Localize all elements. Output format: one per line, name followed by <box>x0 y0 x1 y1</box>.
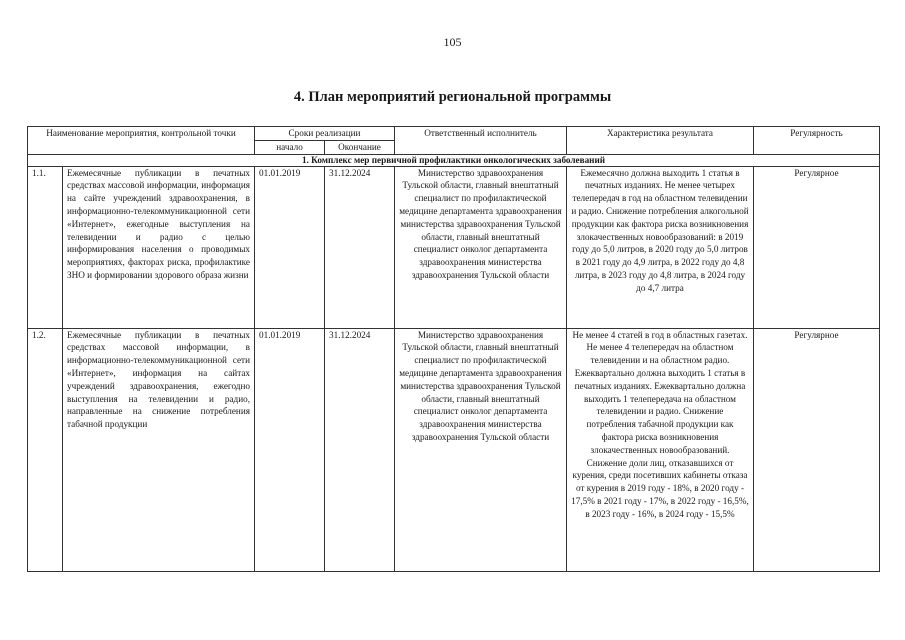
table-row <box>28 328 880 571</box>
row-executor: Министерство здравоохранения Тульской области, главный внештатный специалист по профилактической медицине департамента здравоохранения министерства здравоохранения Тульской области, главный внештатный специалист онколог департамента здравоохранения министерства здравоохранения Тульской области <box>395 166 567 328</box>
header-regularity: Регулярность <box>754 127 880 155</box>
row-start: 01.01.2019 <box>255 166 325 328</box>
header-start: начало <box>255 140 325 154</box>
header-end: Окончание <box>325 140 395 154</box>
plan-table <box>27 126 880 572</box>
header-row <box>28 127 880 141</box>
section-row <box>28 154 880 166</box>
row-result: Ежемесячно должна выходить 1 статья в печатных изданиях. Не менее четырех телепередач в год на областном телевидении и радио. Снижение потребления алкогольной продукции как фактора риска возникновения злокачественных новообразований: в 2019 году до 5,0 литров, в 2020 году до 5,0 литров в 2021 году до 4,9 литра, в 2022 году до 4,8 литра, в 2023 году до 4,8 литра, в 2024 году до 4,7 литра <box>567 166 754 328</box>
page-number: 105 <box>443 35 462 49</box>
row-start: 01.01.2019 <box>255 328 325 571</box>
document-title: 4. План мероприятий региональной программы <box>293 89 612 105</box>
row-end: 31.12.2024 <box>325 328 395 571</box>
table-row <box>28 166 880 328</box>
row-end: 31.12.2024 <box>325 166 395 328</box>
row-result: Не менее 4 статей в год в областных газетах. Не менее 4 телепередач на областном телевидении и на областном радио. Ежеквартально должна выходить 1 статья в печатных изданиях. Ежеквартально должна выходить 1 телепередача на областном телевидении и радио. Снижение потребления табачной продукции как фактора риска возникновения злокачественных новообразований. Снижение доли лиц, отказавшихся от курения, среди посетивших кабинеты отказа от курения в 2019 году - 18%, в 2020 году - 17,5% в 2021 году - 17%, в 2022 году - 16,5%, в 2023 году - 16%, в 2024 году - 15,5% <box>567 328 754 571</box>
row-number: 1.1. <box>28 166 63 328</box>
header-name: Наименование мероприятия, контрольной точки <box>28 127 255 155</box>
section-title: 1. Комплекс мер первичной профилактики онкологических заболеваний <box>28 154 880 166</box>
header-terms: Сроки реализации <box>255 127 395 141</box>
row-name: Ежемесячные публикации в печатных средствах массовой информации, в информационно-телекоммуникационной сети «Интернет», информация на сайтах учреждений здравоохранения, ежегодно выступления на телевидении и радио, направленные на снижение потребления табачной продукции <box>63 328 255 571</box>
row-regularity: Регулярное <box>754 166 880 328</box>
header-executor: Ответственный исполнитель <box>395 127 567 155</box>
row-name: Ежемесячные публикации в печатных средствах массовой информации, информация на сайте учреждений здравоохранения, в информационно-телекоммуникационной сети «Интернет», ежегодные выступления на телевидении и радио с целью информирования населения о проводимых мероприятиях, факторах риска, профилактике ЗНО и формировании здорового образа жизни <box>63 166 255 328</box>
header-result: Характеристика результата <box>567 127 754 155</box>
row-number: 1.2. <box>28 328 63 571</box>
row-executor: Министерство здравоохранения Тульской области, главный внештатный специалист по профилактической медицине департамента здравоохранения министерства здравоохранения Тульской области, главный внештатный специалист онколог департамента здравоохранения министерства здравоохранения Тульской области <box>395 328 567 571</box>
row-regularity: Регулярное <box>754 328 880 571</box>
